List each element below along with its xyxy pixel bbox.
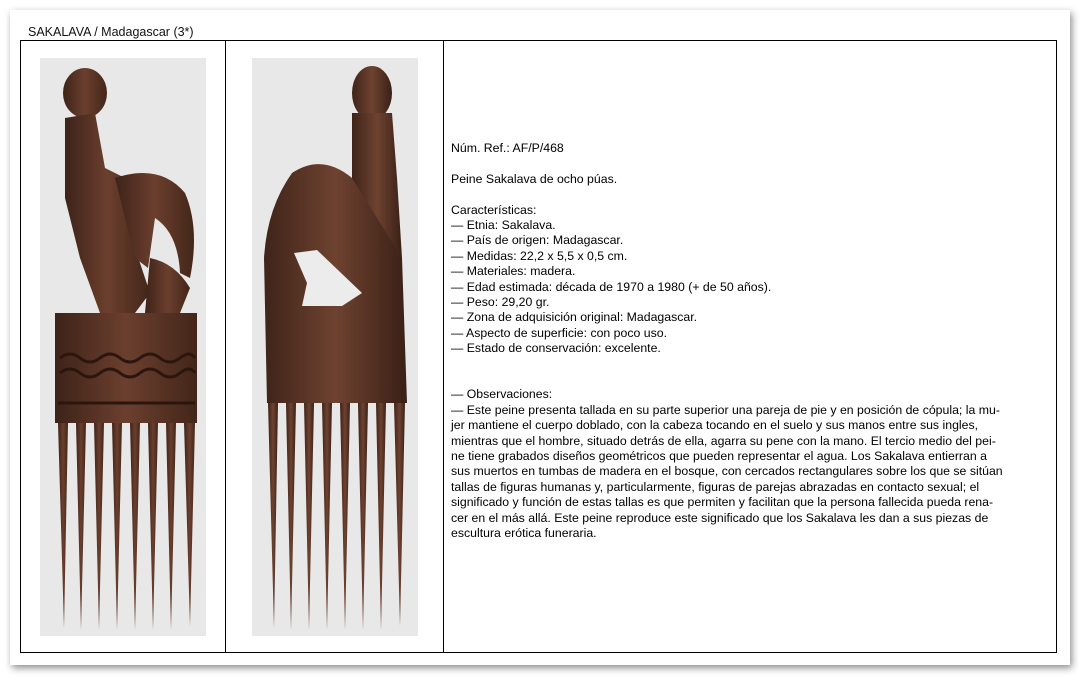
feature-line: — Edad estimada: década de 1970 a 1980 (+ de 50 años). bbox=[451, 279, 772, 294]
column-divider bbox=[443, 41, 444, 652]
comb-back-photo bbox=[252, 58, 418, 636]
feature-line: — Peso: 29,20 gr. bbox=[451, 295, 550, 310]
observations-line: tallas de figuras humanas y, particularmente, figuras de parejas abrazadas en contacto sexual; el bbox=[451, 479, 980, 494]
feature-line: — País de origen: Madagascar. bbox=[451, 233, 624, 248]
reference-number: Núm. Ref.: AF/P/468 bbox=[451, 141, 564, 155]
observations-line: ne tiene grabados diseños geométricos que pueden representar el agua. Los Sakalava entierran a bbox=[451, 449, 987, 464]
column-divider bbox=[225, 41, 226, 652]
feature-line: — Materiales: madera. bbox=[451, 264, 576, 279]
observations-line: escultura erótica funeraria. bbox=[451, 526, 597, 541]
observations-line: — Este peine presenta tallada en su parte superior una pareja de pie y en posición de cópula; la mu- bbox=[451, 402, 1000, 417]
feature-line: — Medidas: 22,2 x 5,5 x 0,5 cm. bbox=[451, 248, 628, 263]
feature-line: — Estado de conservación: excelente. bbox=[451, 341, 661, 356]
page-title: SAKALAVA / Madagascar (3*) bbox=[28, 25, 194, 39]
observations-line: sus muertos en tumbas de madera en el bosque, con cercados rectangulares sobre los que se sitúan bbox=[451, 464, 1003, 479]
observations-line: mientras que el hombre, situado detrás de ella, agarra su pene con la mano. El tercio medio del pei- bbox=[451, 433, 996, 448]
observations-line: significado y función de estas tallas es que permiten y facilitan que la persona fallecida pueda rena- bbox=[451, 495, 994, 510]
feature-line: — Etnia: Sakalava. bbox=[451, 218, 556, 232]
observations-line: cer en el más allá. Este peine reproduce este significado que los Sakalava les dan a sus piezas de bbox=[451, 510, 989, 525]
feature-line: — Aspecto de superficie: con poco uso. bbox=[451, 325, 668, 340]
comb-front-photo bbox=[40, 58, 206, 636]
feature-line: — Zona de adquisición original: Madagascar. bbox=[451, 310, 698, 325]
observations-line: jer mantiene el cuerpo doblado, con la cabeza tocando en el suelo y sus manos entre sus ingles, bbox=[451, 418, 979, 433]
observations-title: — Observaciones: bbox=[451, 387, 553, 402]
item-description bbox=[451, 141, 1049, 542]
item-summary: Peine Sakalava de ocho púas. bbox=[451, 171, 618, 186]
features-title: Características: bbox=[451, 202, 537, 217]
